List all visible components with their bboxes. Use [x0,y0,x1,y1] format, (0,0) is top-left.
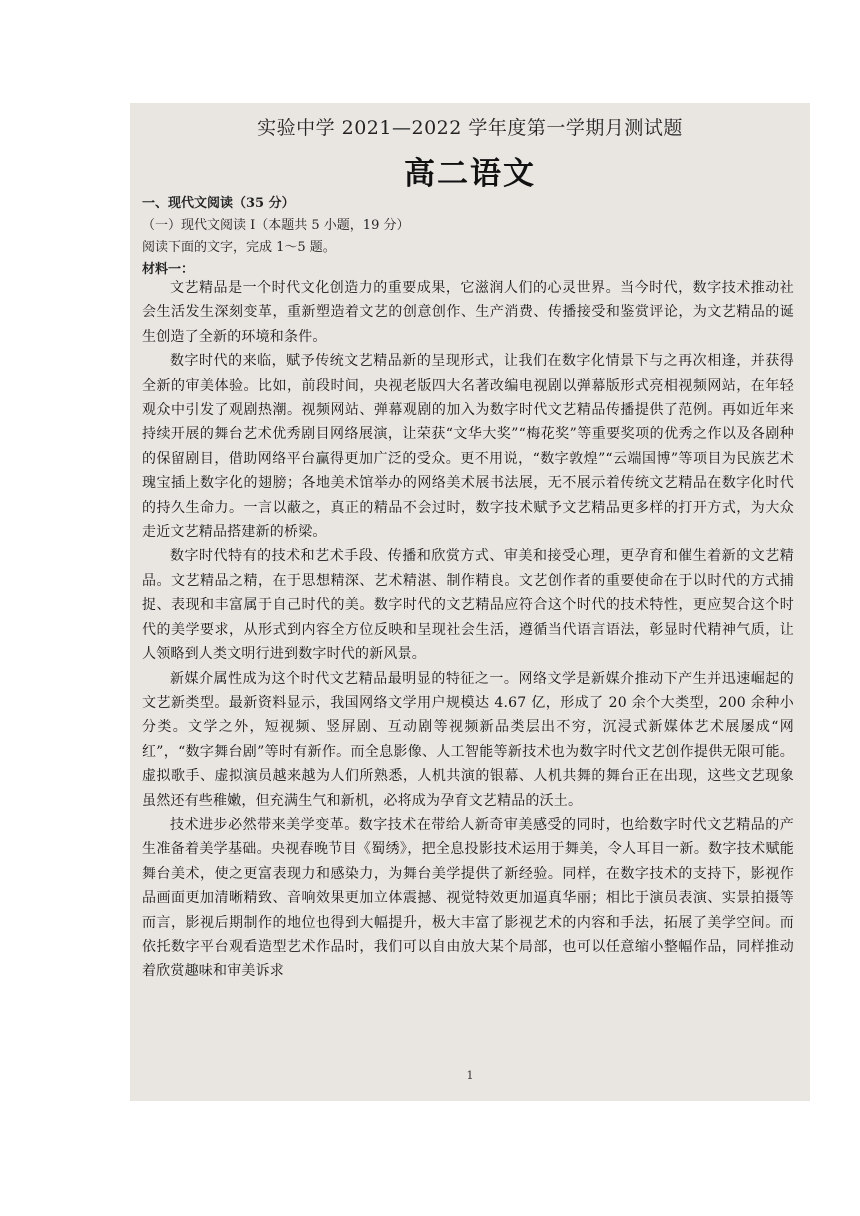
paragraph: 数字时代的来临，赋予传统文艺精品新的呈现形式，让我们在数字化情景下与之再次相逢，并获得全新的审美体验。比如，前段时间，央视老版四大名著改编电视剧以弹幕版形式亮相视频网站，在年轻观众中引发了观剧热潮。视频网站、弹幕观剧的加入为数字时代文艺精品传播提供了范例。再如近年来持续开展的舞台艺术优秀剧目网络展演，让荣获“文华大奖”“梅花奖”等重要奖项的优秀之作以及各剧种的保留剧目，借助网络平台赢得更加广泛的受众。更不用说，“数字敦煌”“云端国博”等项目为民族艺术瑰宝插上数字化的翅膀；各地美术馆举办的网络美术展书法展，无不展示着传统文艺精品在数字化时代的持久生命力。一言以蔽之，真正的精品不会过时，数字技术赋予文艺精品更多样的打开方式，为大众走近文艺精品搭建新的桥梁。 [142,353,794,541]
exam-page [130,103,810,1101]
reading-instruction: 阅读下面的文字，完成 1～5 题。 [142,240,336,255]
paragraph: 技术进步必然带来美学变革。数字技术在带给人新奇审美感受的同时，也给数字时代文艺精品的产生准备着美学基础。央视春晚节目《蜀绣》，把全息投影技术运用于舞美，令人耳目一新。数字技术赋能舞台美术，使之更富表现力和感染力，为舞台美学提供了新经验。同样，在数字技术的支持下，影视作品画面更加清晰精致、音响效果更加立体震撼、视觉特效更加逼真华丽；相比于演员表演、实景拍摄等而言，影视后期制作的地位也得到大幅提升，极大丰富了影视艺术的内容和手法，拓展了美学空间。而依托数字平台观看造型艺术作品时，我们可以自由放大某个局部，也可以任意缩小整幅作品，同样推动着欣赏趣味和审美诉求 [142,816,794,980]
subject-title: 高二语文 [404,156,536,192]
paragraph: 文艺精品是一个时代文化创造力的重要成果，它滋润人们的心灵世界。当今时代，数字技术推动社会生活发生深刻变革，重新塑造着文艺的创意创作、生产消费、传播接受和鉴赏评论，为文艺精品的诞生创造了全新的环境和条件。 [142,280,794,345]
page-number: 1 [466,1069,474,1082]
paragraph: 新媒介属性成为这个时代文艺精品最明显的特征之一。网络文学是新媒介推动下产生并迅速崛起的文艺新类型。最新资料显示，我国网络文学用户规模达 4.67 亿，形成了 20 余个大类型，200 余种小分类。文学之外，短视频、竖屏剧、互动剧等视频新品类层出不穷，沉浸式新媒体艺术展屡成“网红”，“数字舞台剧”等时有新作。而全息影像、人工智能等新技术也为数字时代文艺创作提供无限可能。虚拟歌手、虚拟演员越来越为人们所熟悉，人机共演的银幕、人机共舞的舞台正在出现，这些文艺现象虽然还有些稚嫩，但充满生气和新机，必将成为孕育文艺精品的沃土。 [142,670,794,809]
material-label: 材料一： [142,262,195,277]
passage-body [142,276,794,984]
exam-title: 实验中学 2021—2022 学年度第一学期月测试题 [257,117,683,139]
section-heading: 一、现代文阅读（35 分） [142,196,295,211]
paragraph: 数字时代特有的技术和艺术手段、传播和欣赏方式、审美和接受心理，更孕育和催生着新的文艺精品。文艺精品之精，在于思想精深、艺术精湛、制作精良。文艺创作者的重要使命在于以时代的方式捕捉、表现和丰富属于自己时代的美。数字时代的文艺精品应符合这个时代的技术特性，更应契合这个时代的美学要求，从形式到内容全方位反映和呈现社会生活，遵循当代语言语法，彰显时代精神气质，让人领略到人类文明行进到数字时代的新风景。 [142,548,794,663]
subsection-heading: （一）现代文阅读 I（本题共 5 小题，19 分） [142,218,410,233]
